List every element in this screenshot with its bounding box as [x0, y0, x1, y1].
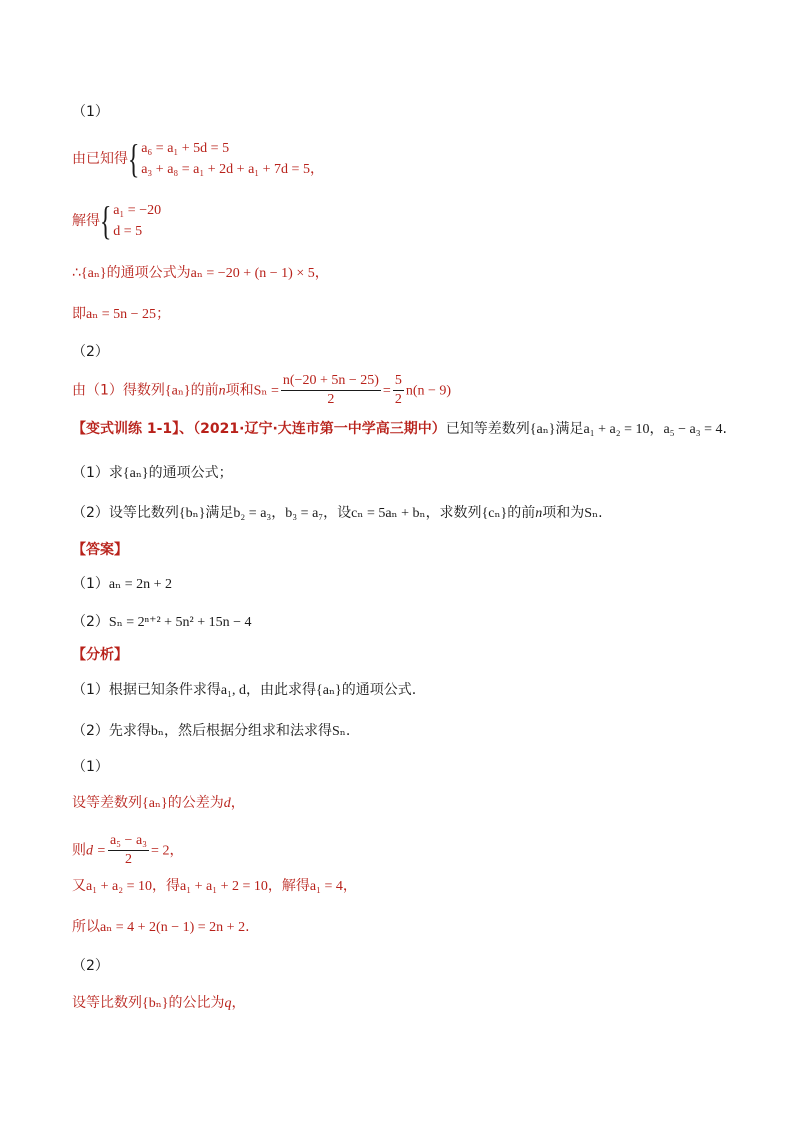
ie-formula: aₙ = 5n − 25 [86, 307, 157, 322]
known-prefix: 由已知得 [72, 151, 128, 167]
variant-title: 【变式训练 1-1】、（2021·辽宁·大连市第一中学高三期中） [72, 421, 446, 437]
sequence-a: {aₙ} [80, 266, 107, 281]
known-line [72, 138, 324, 180]
question-1: （1）求{aₙ}的通项公式； [72, 465, 233, 481]
solution-system: { a₁ = −20 d = 5 [99, 198, 162, 243]
solve-line [72, 200, 161, 242]
general-term-line: ∴{aₙ}的通项公式为aₙ = −20 + (n − 1) × 5， [72, 265, 329, 281]
eq2: a₃ + a₈ = a₁ + 2d + a₁ + 7d = 5， [141, 162, 324, 177]
analysis-heading: 【分析】 [72, 647, 128, 663]
solve-prefix: 解得 [72, 213, 100, 229]
solution-also-line: 又a₁ + a₂ = 10，得a₁ + a₁ + 2 = 10，解得a₁ = 4， [72, 878, 357, 894]
answer-2: （2）Sₙ = 2ⁿ⁺² + 5n² + 15n − 4 [72, 614, 252, 630]
variant-problem: 【变式训练 1-1】、（2021·辽宁·大连市第一中学高三期中）已知等差数列{aₙ}满足a₁ + a₂ = 10，a₅ − a₃ = 4. [72, 421, 727, 437]
sol1: a₁ = −20 [113, 203, 162, 218]
sum-line: 由（1）得数列{aₙ}的前n项和Sₙ = $\frac{n(-20 + 5n - 25)}{2}$ = $\frac{5}{2}$ n(n − 9) [72, 373, 452, 407]
solution-label-2: （2） [72, 958, 109, 974]
d-fraction: $\frac{\text{a₅ − a₃}}{2}$ [109, 833, 148, 867]
ie-line: 即aₙ = 5n − 25； [72, 306, 171, 322]
sum-fraction-2: $\frac{5}{2}$ [394, 373, 402, 407]
equation-system: { a₆ = a₁ + 5d = 5 a₃ + a₈ = a₁ + 2d + a₁ + 7d = 5， [127, 136, 324, 181]
solution-q-line: 设等比数列{bₙ}的公比为q， [72, 995, 246, 1011]
label-part1: （1） [72, 104, 109, 120]
analysis-2: （2）先求得bₙ，然后根据分组求和法求得Sₙ. [72, 723, 351, 739]
label-part2: （2） [72, 344, 109, 360]
solution-label-1: （1） [72, 759, 109, 775]
general-formula: aₙ = −20 + (n − 1) × 5 [190, 266, 315, 281]
solution-then-line: 则d = $\frac{\text{a₅ − a₃}}{2}$ = 2， [72, 833, 184, 867]
answer-heading: 【答案】 [72, 542, 128, 558]
solution-so-line: 所以aₙ = 4 + 2(n − 1) = 2n + 2. [72, 919, 250, 935]
analysis-1: （1）根据已知条件求得a₁, d，由此求得{aₙ}的通项公式. [72, 682, 417, 698]
question-2: （2）设等比数列{bₙ}满足b₂ = a₃，b₃ = a₇，设cₙ = 5aₙ + bₙ，求数列{cₙ}的前n项和为Sₙ. [72, 505, 603, 521]
sol2: d = 5 [113, 224, 143, 239]
eq1: a₆ = a₁ + 5d = 5 [141, 141, 230, 156]
answer-1: （1）aₙ = 2n + 2 [72, 576, 172, 592]
solution-d-line: 设等差数列{aₙ}的公差为d， [72, 795, 245, 811]
sum-fraction: $\frac{n(-20 + 5n - 25)}{2}$ [282, 373, 379, 407]
